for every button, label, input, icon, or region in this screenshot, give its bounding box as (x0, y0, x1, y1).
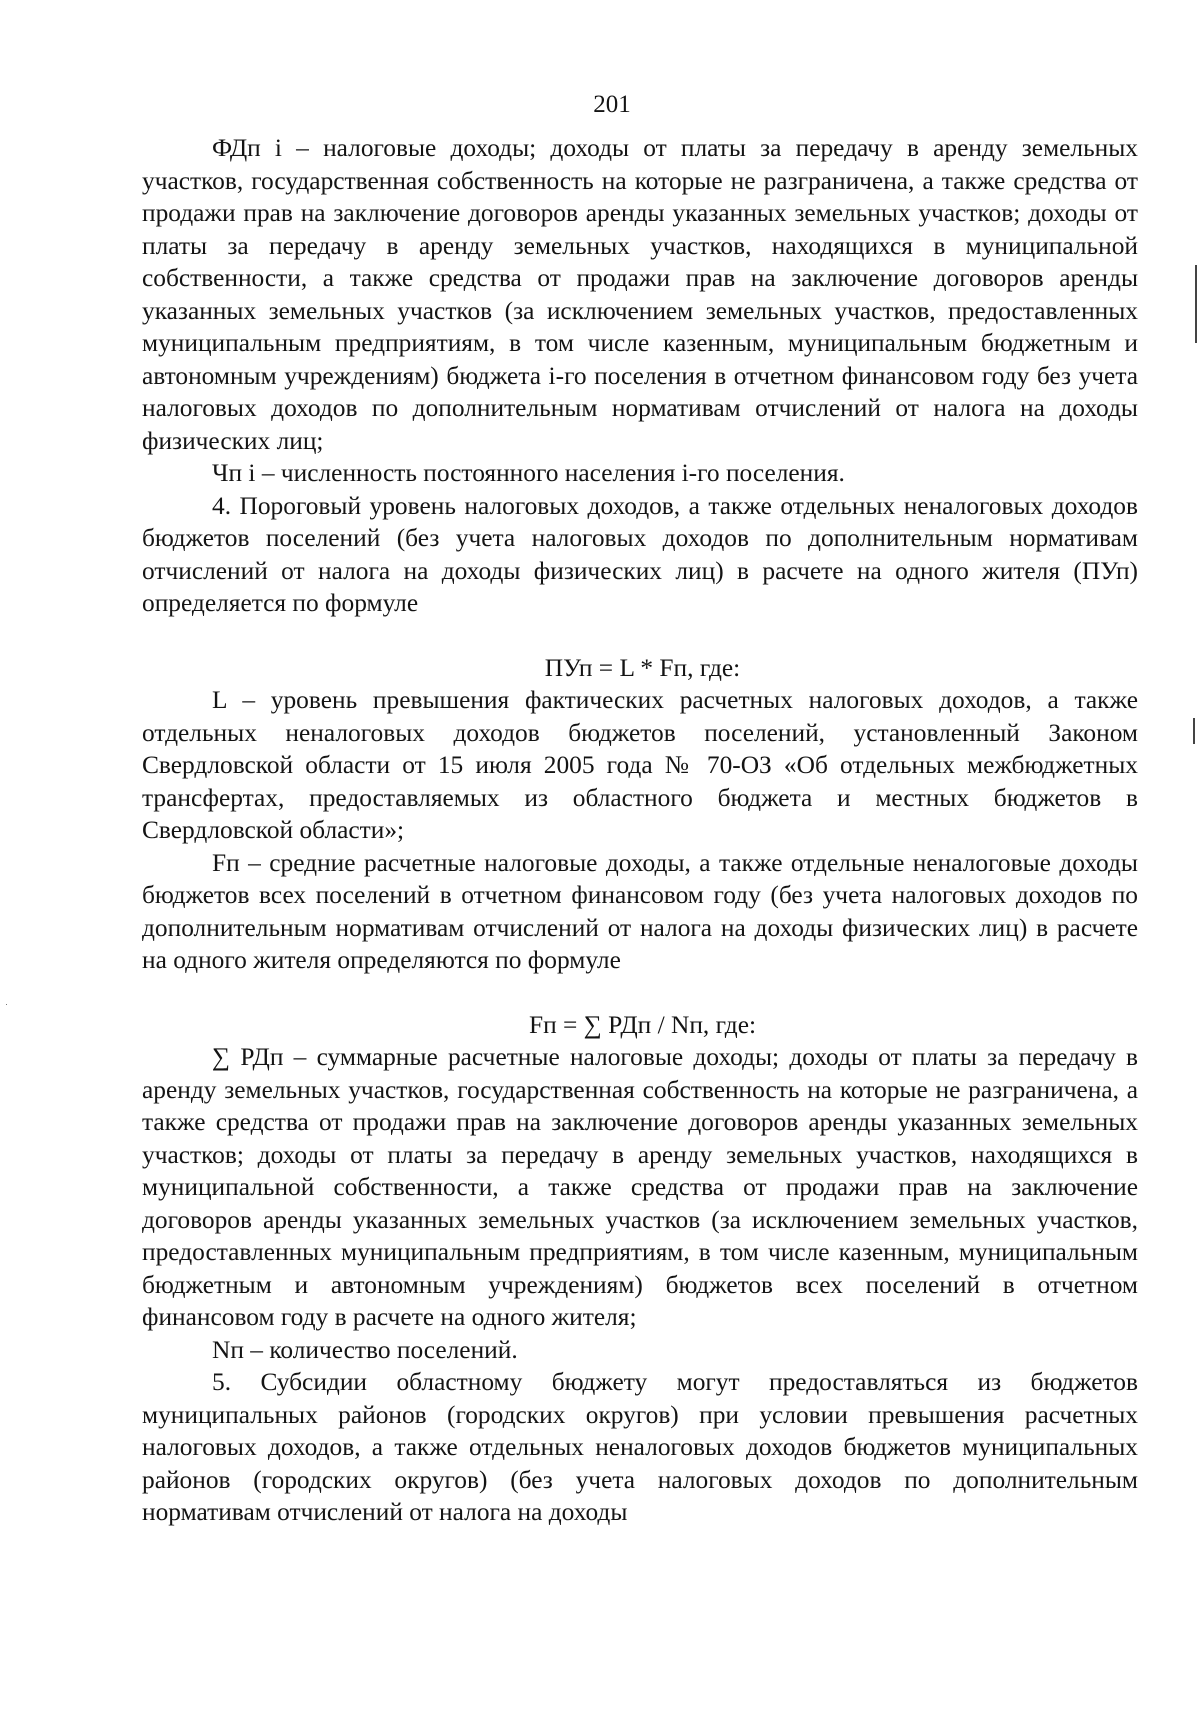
formula-puп: ПУп = L * Fп, где: (544, 653, 741, 682)
paragraph-sum-rdp-definition: ∑ РДп – суммарные расчетные налоговые доходы; доходы от платы за передачу в аренду земельных участков, государственная собственность на которые не разграничена, а также средства от продажи прав на заключение договоров аренды указанных земельных участков; доходы от платы за передачу в аренду земельных участков, находящихся в муниципальной собственности, а также средства от продажи прав на заключение договоров аренды указанных земельных участков (за исключением земельных участков, предоставленных муниципальным предприятиям, в том числе казенным, муниципальным бюджетным и автономным учреждениям) бюджетов всех поселений в отчетном финансовом году в расчете на одного жителя; (142, 1043, 1138, 1331)
paragraph-fp-definition: Fп – средние расчетные налоговые доходы, а также отдельные неналоговые доходы бюджетов всех поселений в отчетном финансовом году (без учета налоговых доходов по дополнительным нормативам отчислений от налога на доходы физических лиц) в расчете на одного жителя определяются по формуле (142, 848, 1138, 974)
paragraph-np-definition: Nп – количество поселений. (212, 1335, 518, 1364)
scan-speck (6, 1004, 7, 1005)
document-body (142, 132, 1138, 1529)
scan-margin-mark (1195, 265, 1197, 343)
page-number: 201 (593, 91, 631, 118)
scan-margin-mark (1193, 718, 1195, 744)
paragraph-chp-definition: Чп i – численность постоянного населения i-го поселения. (212, 459, 845, 487)
formula-fp: Fп = ∑ РДп / Nп, где: (528, 1010, 757, 1039)
paragraph-fdp-definition: ФДп i – налоговые доходы; доходы от платы за передачу в аренду земельных участков, государственная собственность на которые не разграничена, а также средства от продажи прав на заключение договоров аренды указанных земельных участков; доходы от платы за передачу в аренду земельных участков, находящихся в муниципальной собственности, а также средства от продажи прав на заключение договоров аренды указанных земельных участков (за исключением земельных участков, предоставленных муниципальным предприятиям, в том числе казенным, муниципальным бюджетным и автономным учреждениям) бюджета i-го поселения в отчетном финансовом году без учета налоговых доходов по дополнительным нормативам отчислений от налога на доходы физических лиц; (142, 134, 1138, 455)
paragraph-item-5: 5. Субсидии областному бюджету могут предоставляться из бюджетов муниципальных районов (городских округов) при условии превышения расчетных налоговых доходов, а также отдельных неналоговых доходов бюджетов муниципальных районов (городских округов) (без учета налоговых доходов по дополнительным нормативам отчислений от налога на доходы (142, 1368, 1138, 1526)
paragraph-l-definition: L – уровень превышения фактических расчетных налоговых доходов, а также отдельных неналоговых доходов бюджетов поселений, установленный Законом Свердловской области от 15 июля 2005 года № 70-ОЗ «Об отдельных межбюджетных трансфертах, предоставляемых из областного бюджета и местных бюджетов в Свердловской области»; (142, 686, 1138, 844)
paragraph-item-4: 4. Пороговый уровень налоговых доходов, а также отдельных неналоговых доходов бюджетов поселений (без учета налоговых доходов по дополнительным нормативам отчислений от налога на доходы физических лиц) в расчете на одного жителя (ПУп) определяется по формуле (142, 491, 1138, 617)
spacer (142, 977, 1138, 1009)
spacer (142, 620, 1138, 652)
